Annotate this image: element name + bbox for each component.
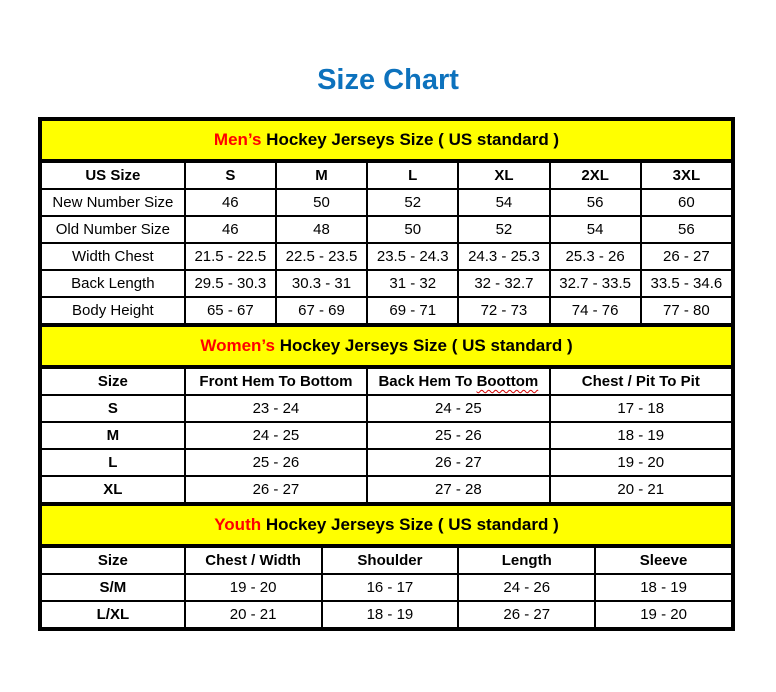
cell: 52 xyxy=(458,216,549,243)
table-row xyxy=(41,216,732,243)
mens-col-header: S xyxy=(185,162,276,189)
mens-section-band xyxy=(40,119,733,161)
cell: 24 - 25 xyxy=(185,422,367,449)
youth-size-table xyxy=(40,546,733,629)
row-label: New Number Size xyxy=(41,189,185,216)
cell: 26 - 27 xyxy=(367,449,549,476)
cell: 50 xyxy=(276,189,367,216)
table-row xyxy=(41,449,732,476)
cell: 17 - 18 xyxy=(550,395,732,422)
cell: 48 xyxy=(276,216,367,243)
cell: 77 - 80 xyxy=(641,297,732,324)
mens-col-header: L xyxy=(367,162,458,189)
womens-col-header-prefix: Back Hem To xyxy=(378,373,477,390)
cell: 30.3 - 31 xyxy=(276,270,367,297)
cell: 19 - 20 xyxy=(550,449,732,476)
cell: 24 - 26 xyxy=(458,574,595,601)
womens-col-header: Chest / Pit To Pit xyxy=(550,368,732,395)
mens-col-header: M xyxy=(276,162,367,189)
cell: 46 xyxy=(185,216,276,243)
row-label: M xyxy=(41,422,185,449)
misspelled-word: Boottom xyxy=(476,373,539,390)
table-row xyxy=(41,243,732,270)
cell: 33.5 - 34.6 xyxy=(641,270,732,297)
cell: 27 - 28 xyxy=(367,476,549,503)
womens-col-header xyxy=(367,368,549,395)
womens-section-band xyxy=(40,325,733,367)
table-row xyxy=(41,297,732,324)
table-row xyxy=(41,395,732,422)
cell: 50 xyxy=(367,216,458,243)
youth-col-header: Sleeve xyxy=(595,547,732,574)
cell: 19 - 20 xyxy=(595,601,732,628)
cell: 20 - 21 xyxy=(550,476,732,503)
row-label: Old Number Size xyxy=(41,216,185,243)
womens-size-table xyxy=(40,367,733,504)
cell: 29.5 - 30.3 xyxy=(185,270,276,297)
cell: 31 - 32 xyxy=(367,270,458,297)
youth-band-highlight: Youth xyxy=(214,515,262,534)
cell: 19 - 20 xyxy=(185,574,322,601)
mens-col-header: 2XL xyxy=(550,162,641,189)
cell: 25 - 26 xyxy=(185,449,367,476)
womens-band-highlight: Women’s xyxy=(200,336,275,355)
mens-col-header: XL xyxy=(458,162,549,189)
cell: 26 - 27 xyxy=(185,476,367,503)
row-label: S xyxy=(41,395,185,422)
youth-band-rest: Hockey Jerseys Size ( US standard ) xyxy=(261,515,559,534)
mens-col-header: US Size xyxy=(41,162,185,189)
youth-header-row xyxy=(41,547,732,574)
size-chart-container xyxy=(38,117,735,631)
youth-section-band xyxy=(40,504,733,546)
cell: 52 xyxy=(367,189,458,216)
cell: 18 - 19 xyxy=(595,574,732,601)
mens-band-highlight: Men’s xyxy=(213,130,262,149)
youth-col-header: Shoulder xyxy=(322,547,459,574)
womens-header-row xyxy=(41,368,732,395)
cell: 26 - 27 xyxy=(458,601,595,628)
mens-col-header: 3XL xyxy=(641,162,732,189)
youth-col-header: Size xyxy=(41,547,185,574)
table-row xyxy=(41,189,732,216)
cell: 56 xyxy=(550,189,641,216)
youth-col-header: Length xyxy=(458,547,595,574)
page-title: Size Chart xyxy=(317,64,459,96)
cell: 26 - 27 xyxy=(641,243,732,270)
cell: 54 xyxy=(458,189,549,216)
cell: 24 - 25 xyxy=(367,395,549,422)
row-label: Back Length xyxy=(41,270,185,297)
cell: 25.3 - 26 xyxy=(550,243,641,270)
cell: 23 - 24 xyxy=(185,395,367,422)
cell: 25 - 26 xyxy=(367,422,549,449)
cell: 16 - 17 xyxy=(322,574,459,601)
mens-header-row xyxy=(41,162,732,189)
cell: 24.3 - 25.3 xyxy=(458,243,549,270)
row-label: XL xyxy=(41,476,185,503)
cell: 72 - 73 xyxy=(458,297,549,324)
cell: 46 xyxy=(185,189,276,216)
mens-size-table xyxy=(40,161,733,325)
cell: 56 xyxy=(641,216,732,243)
cell: 67 - 69 xyxy=(276,297,367,324)
cell: 22.5 - 23.5 xyxy=(276,243,367,270)
cell: 74 - 76 xyxy=(550,297,641,324)
cell: 54 xyxy=(550,216,641,243)
womens-band-rest: Hockey Jerseys Size ( US standard ) xyxy=(274,336,573,355)
table-row xyxy=(41,574,732,601)
cell: 18 - 19 xyxy=(322,601,459,628)
cell: 69 - 71 xyxy=(367,297,458,324)
cell: 21.5 - 22.5 xyxy=(185,243,276,270)
table-row xyxy=(41,422,732,449)
row-label: S/M xyxy=(41,574,185,601)
row-label: L xyxy=(41,449,185,476)
womens-col-header: Size xyxy=(41,368,185,395)
mens-band-rest: Hockey Jerseys Size ( US standard ) xyxy=(261,130,560,149)
cell: 18 - 19 xyxy=(550,422,732,449)
cell: 32 - 32.7 xyxy=(458,270,549,297)
table-row xyxy=(41,270,732,297)
womens-col-header: Front Hem To Bottom xyxy=(185,368,367,395)
cell: 20 - 21 xyxy=(185,601,322,628)
cell: 60 xyxy=(641,189,732,216)
cell: 65 - 67 xyxy=(185,297,276,324)
row-label: L/XL xyxy=(41,601,185,628)
table-row xyxy=(41,601,732,628)
cell: 32.7 - 33.5 xyxy=(550,270,641,297)
table-row xyxy=(41,476,732,503)
row-label: Width Chest xyxy=(41,243,185,270)
cell: 23.5 - 24.3 xyxy=(367,243,458,270)
row-label: Body Height xyxy=(41,297,185,324)
youth-col-header: Chest / Width xyxy=(185,547,322,574)
